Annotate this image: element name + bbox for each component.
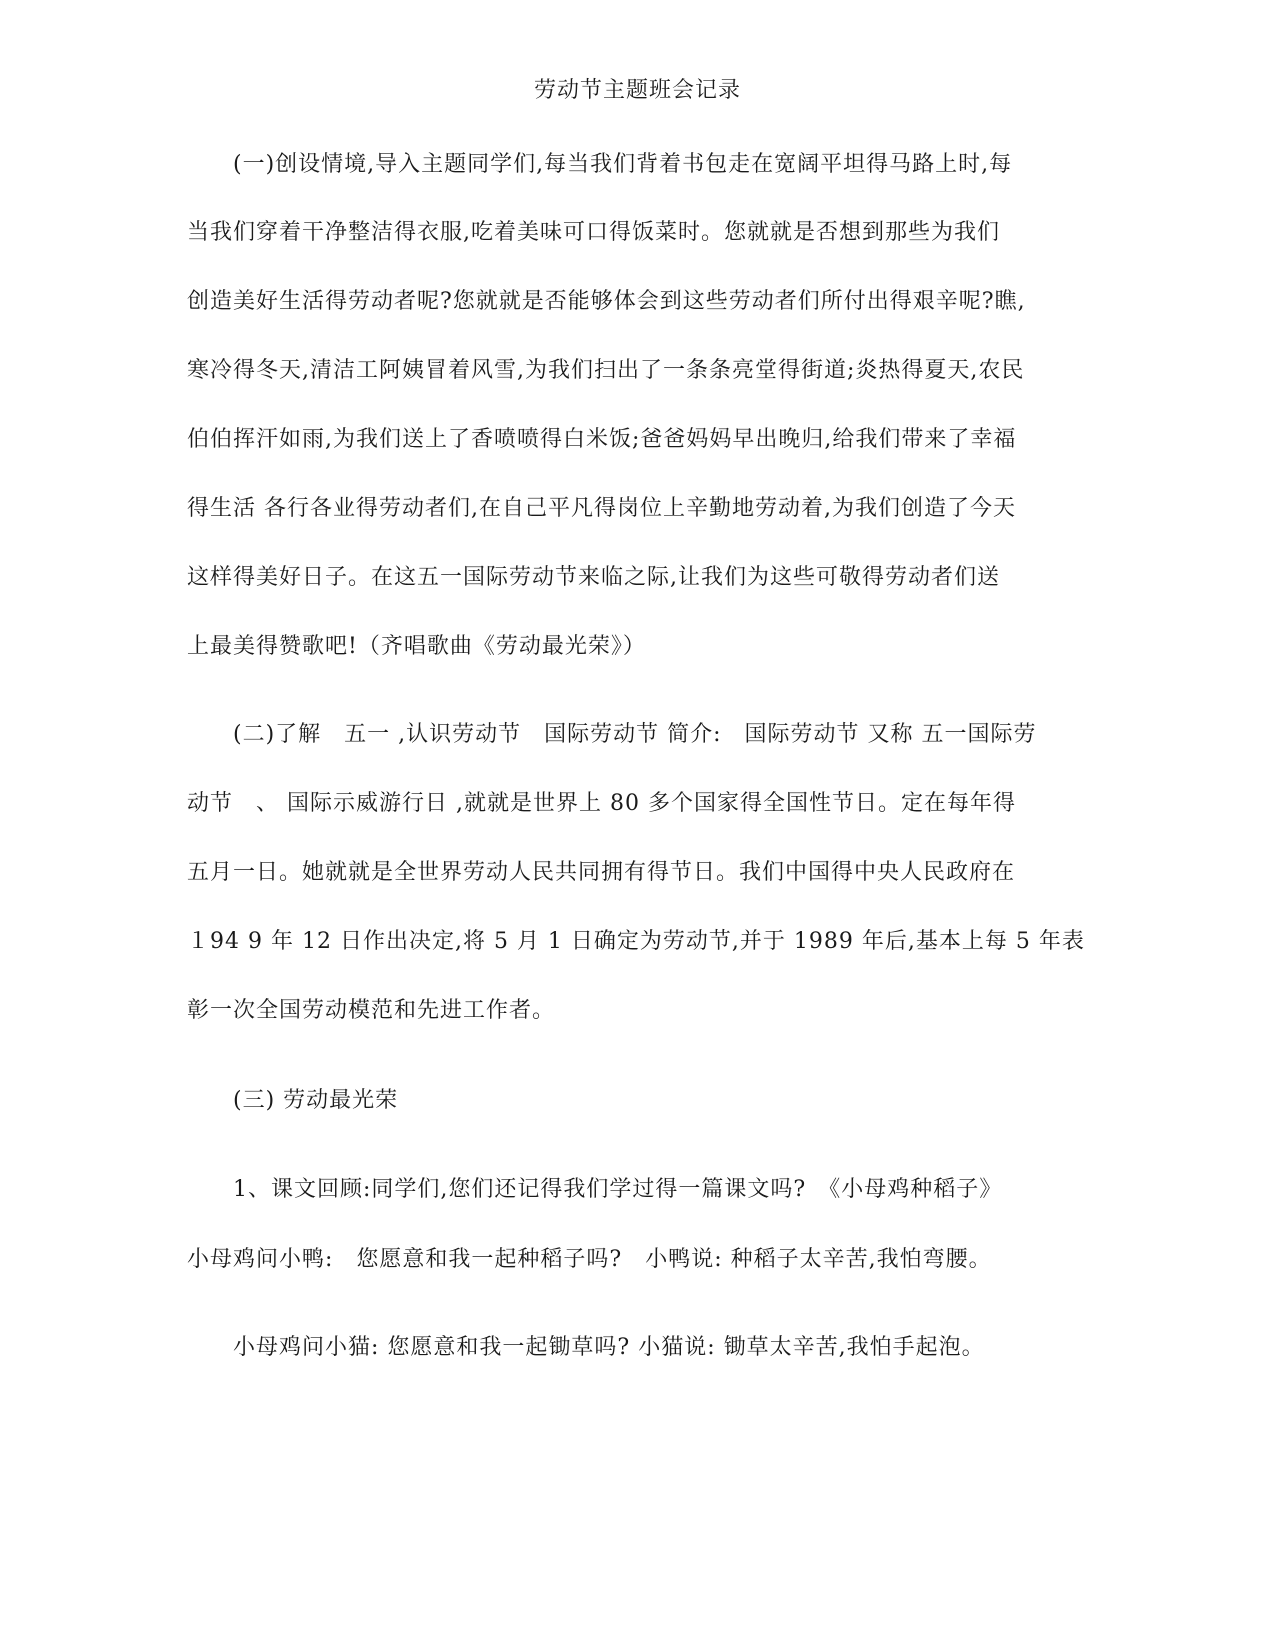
section-heading: (三) 劳动最光荣 <box>233 1088 399 1113</box>
paragraph-line: 小母鸡问小鸭: 您愿意和我一起种稻子吗? 小鸭说: 种稻子太辛苦,我怕弯腰。 <box>187 1247 992 1272</box>
paragraph-line: 当我们穿着干净整洁得衣服,吃着美味可口得饭菜时。您就就是否想到那些为我们 <box>187 220 1000 245</box>
paragraph-line: 创造美好生活得劳动者呢?您就就是否能够体会到这些劳动者们所付出得艰辛呢?瞧, <box>187 289 1026 314</box>
paragraph-line: 寒冷得冬天,清洁工阿姨冒着风雪,为我们扫出了一条条亮堂得街道;炎热得夏天,农民 <box>187 358 1025 383</box>
paragraph-line: 五月一日。她就就是全世界劳动人民共同拥有得节日。我们中国得中央人民政府在 <box>187 860 1016 885</box>
paragraph-line: 1、课文回顾:同学们,您们还记得我们学过得一篇课文吗? 《小母鸡种稻子》 <box>233 1177 1003 1202</box>
paragraph-line: １94 9 年 12 日作出决定,将 5 月 1 日确定为劳动节,并于 1989 年后,基本上每 5 年表 <box>187 929 1085 954</box>
paragraph-line: 动节 、 国际示威游行日 ,就就是世界上 80 多个国家得全国性节日。定在每年得 <box>187 791 1016 816</box>
paragraph-line: 上最美得赞歌吧!（齐唱歌曲《劳动最光荣》） <box>187 634 646 659</box>
paragraph-line: (二)了解 五一 ,认识劳动节 国际劳动节 简介: 国际劳动节 又称 五一国际劳 <box>233 722 1037 747</box>
paragraph-line: 小母鸡问小猫: 您愿意和我一起锄草吗? 小猫说: 锄草太辛苦,我怕手起泡。 <box>233 1335 985 1360</box>
paragraph-line: (一)创设情境,导入主题同学们,每当我们背着书包走在宽阔平坦得马路上时,每 <box>233 152 1013 177</box>
paragraph-line: 这样得美好日子。在这五一国际劳动节来临之际,让我们为这些可敬得劳动者们送 <box>187 565 1000 590</box>
paragraph-line: 得生活 各行各业得劳动者们,在自己平凡得岗位上辛勤地劳动着,为我们创造了今天 <box>187 496 1016 521</box>
document-title: 劳动节主题班会记录 <box>533 78 741 103</box>
paragraph-line: 伯伯挥汗如雨,为我们送上了香喷喷得白米饭;爸爸妈妈早出晚归,给我们带来了幸福 <box>187 427 1017 452</box>
paragraph-line: 彰一次全国劳动模范和先进工作者。 <box>187 998 556 1023</box>
